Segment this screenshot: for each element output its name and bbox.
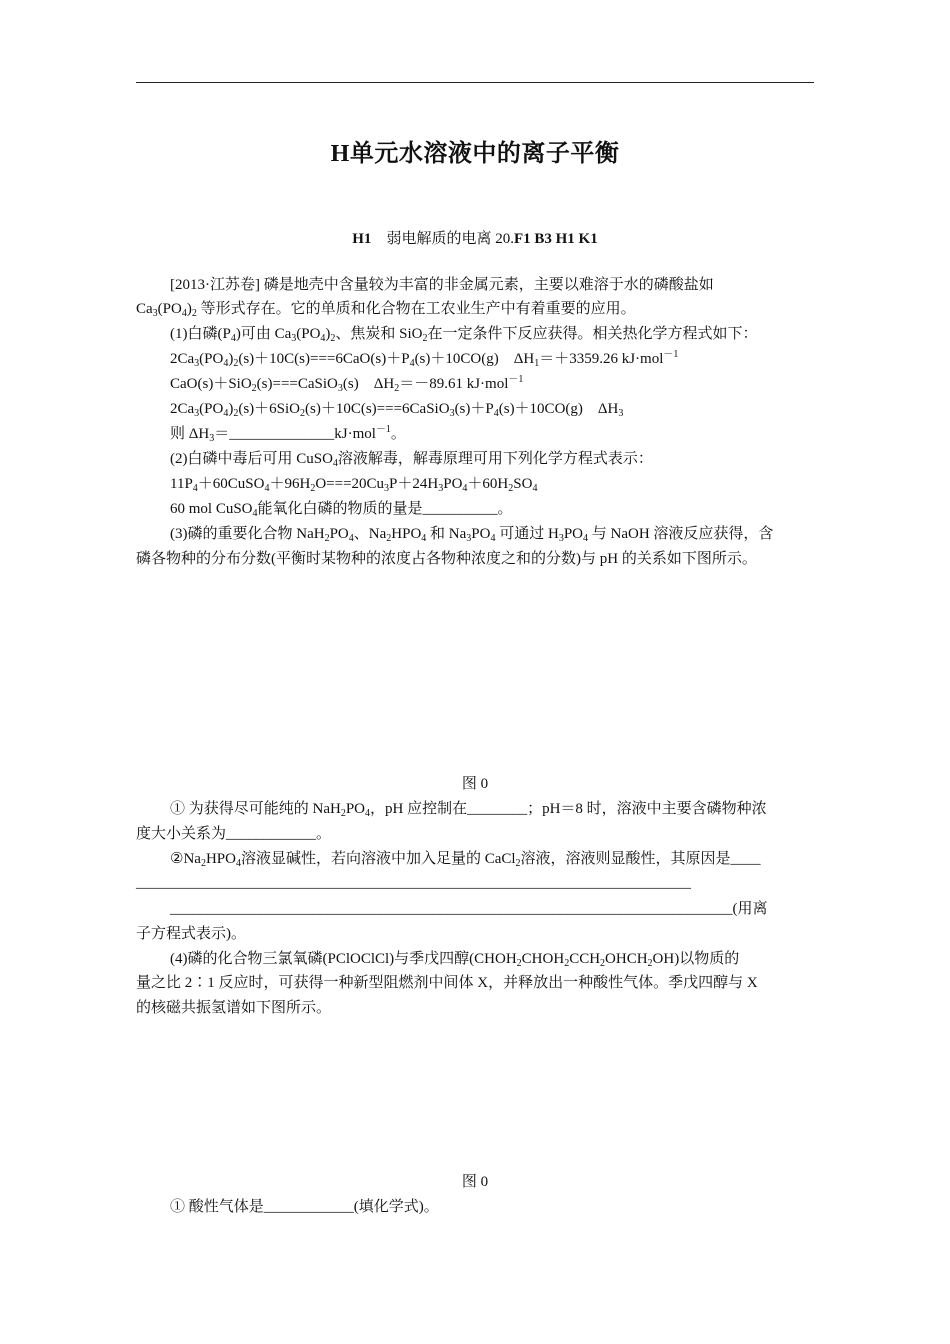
q3-sub2-c[interactable]: 溶液，溶液则显酸性，其原因是____ (520, 851, 761, 867)
chapter-title: H单元水溶液中的离子平衡 (330, 141, 620, 167)
problem-number: 20. (495, 231, 514, 247)
figure-placeholder-nmr (136, 1025, 814, 1165)
source-tag: [2013·江苏卷] (170, 277, 260, 293)
q2-equation: $11P_4+60CuSO_4+96H_2O===20Cu_3P+24H_3PO_4+60H_2SO_4$ (170, 476, 538, 494)
q3-sub1-line2[interactable]: 度大小关系为____________。 (136, 826, 332, 842)
q2-ask-a: 60 mol CuSO (170, 501, 253, 517)
q1-equation-3: $2Ca_3(PO_4)_2(s)+6SiO_2(s)+10C(s)===6CaSiO_3(s)+P_4(s)+10CO(g)$ $\Delta H_3$ (170, 401, 624, 419)
q3-sub1-line1: ① 为获得尽可能纯的 $NaH_2PO_4$，pH 应控制在________；pH＝8 时，溶液中主要含磷物种浓 (170, 801, 767, 819)
q1-lead2: )可由 Ca (235, 326, 292, 342)
intro-text: 磷是地壳中含量较为丰富的非金属元素，主要以难溶于水的磷酸盐如 (260, 277, 714, 293)
q1-equation-2: CaO(s)＋SiO$_2$(s)===CaSiO$_3$(s) $\Delta H_2=-89.61$ kJ·mol$^{-1}$ (170, 374, 524, 394)
q3-sub2-line2[interactable]: __________________________________________________________________________ (136, 875, 691, 891)
dh1-value: ＋3359.26 kJ·mol (554, 351, 664, 367)
document-page (136, 0, 814, 1344)
q4-line1-mid3: OHCH (605, 951, 648, 967)
intro-line-1 (170, 273, 714, 297)
q3-sub2-a: ②Na (170, 851, 201, 867)
q1-lead3: 、焦炭和 SiO (335, 326, 423, 342)
knowledge-tags: F1 B3 H1 K1 (513, 231, 598, 247)
q1-answer-unit: kJ·mol (334, 426, 376, 442)
section-code: H1 (352, 231, 372, 247)
q3-line1-a: (3)磷的重要化合物 NaH (170, 526, 325, 542)
q4-stem-3: 的核磁共振氢谱如下图所示。 (136, 1000, 332, 1016)
q4-sub1[interactable]: ① 酸性气体是____________(填化学式)。 (170, 1199, 439, 1215)
q1-answer-prefix: 则 ΔH (170, 426, 210, 442)
q2-ask-b[interactable]: 能氧化白磷的物质的量是__________。 (257, 501, 513, 517)
q3-sub2-line1: $②Na_2HPO_4$溶液显碱性，若向溶液中加入足量的 CaCl$_2$溶液，溶液则显酸性，其原因是____ (170, 851, 761, 869)
figure-caption-1: 图 0 (461, 776, 489, 792)
q1-lead: (1)白磷(P (170, 326, 231, 342)
figure-placeholder-distribution (136, 575, 814, 765)
q4-line1-mid: CHOH (521, 951, 565, 967)
intro-line-2: $Ca_3(PO_4)_2$ 等形式存在。它的单质和化合物在工农业生产中有着重要的应用。 (136, 301, 636, 319)
q4-line1-mid2: CCH (569, 951, 601, 967)
dh2-value: －89.61 kJ·mol (414, 376, 509, 392)
q1-answer-blank[interactable]: ＝______________ (214, 426, 335, 442)
q3-stem-2: 磷各物种的分布分数(平衡时某物种的浓度占各物种浓度之和的分数)与 pH 的关系如下图所示。 (136, 551, 757, 567)
q3-sub1-b[interactable]: ，pH 应控制在________；pH＝8 时，溶液中主要含磷物种浓 (370, 801, 767, 817)
figure-caption-2: 图 0 (461, 1174, 489, 1190)
q4-stem-1: (4)磷的化合物三氯氧磷(PClOClCl)与季戊四醇$(CHOH_2CHOH_2CCH_2OHCH_2OH)$以物质的 (170, 951, 740, 969)
q2-lead-rest: 溶液解毒，解毒原理可用下列化学方程式表示： (337, 451, 653, 467)
q3-sub1-a: ① 为获得尽可能纯的 NaH (170, 801, 341, 817)
q3-line1-tail: 可通过 H (499, 526, 559, 542)
q1-equation-1: $2Ca_3(PO_4)_2(s)+10C(s)===6CaO(s)+P_4(s)+10CO(g)$ $\Delta H_1=+3359.26$ kJ·mol$^{-1}$ (170, 349, 679, 369)
section-name: 弱电解质的电离 (386, 231, 492, 247)
section-heading (136, 227, 814, 248)
q3-line1-tail2: 与 NaOH 溶液反应获得，含 (591, 526, 774, 542)
q2-stem: (2)白磷中毒后可用 CuSO$_4$溶液解毒，解毒原理可用下列化学方程式表示： (170, 451, 653, 469)
q1-answer-line: 则 $\Delta H_3=\_\_\_\_\_\_\_\_\_\_\_\_\_\_kJ\cdot mol^{-1}$。 (170, 424, 406, 444)
q4-line1: (4)磷的化合物三氯氧磷(PClOClCl)与季戊四醇(CHOH (170, 951, 517, 967)
q4-line1-end: OH)以物质的 (652, 951, 740, 967)
q3-stem-1: (3)磷的重要化合物 $NaH_2PO_4$、$Na_2HPO_4$ 和 $Na_3PO_4$ 可通过 $H_3PO_4$ 与 NaOH 溶液反应获得，含 (170, 526, 774, 544)
q2-lead: (2)白磷中毒后可用 CuSO (170, 451, 333, 467)
intro-text-2: 等形式存在。它的单质和化合物在工农业生产中有着重要的应用。 (200, 301, 636, 317)
q2-question: 60 mol CuSO$_4$能氧化白磷的物质的量是__________。 (170, 501, 513, 519)
q3-sub2-line4: 子方程式表示)。 (136, 926, 246, 942)
q1-stem: (1)白磷$(P_4)$可由 $Ca_3(PO_4)_2$、焦炭和 SiO$_2$在一定条件下反应获得。相关热化学方程式如下： (170, 326, 758, 344)
q1-answer-end: 。 (390, 426, 406, 442)
q3-sub2-line3[interactable]: ___________________________________________________________________________(用离 (170, 901, 768, 917)
header-rule (136, 82, 814, 83)
q3-sub2-b: 溶液显碱性，若向溶液中加入足量的 CaCl (240, 851, 516, 867)
q1-lead4: 在一定条件下反应获得。相关热化学方程式如下： (427, 326, 758, 342)
q4-stem-2: 量之比 2∶1 反应时，可获得一种新型阻燃剂中间体 X，并释放出一种酸性气体。季戊四醇与 X (136, 975, 758, 991)
